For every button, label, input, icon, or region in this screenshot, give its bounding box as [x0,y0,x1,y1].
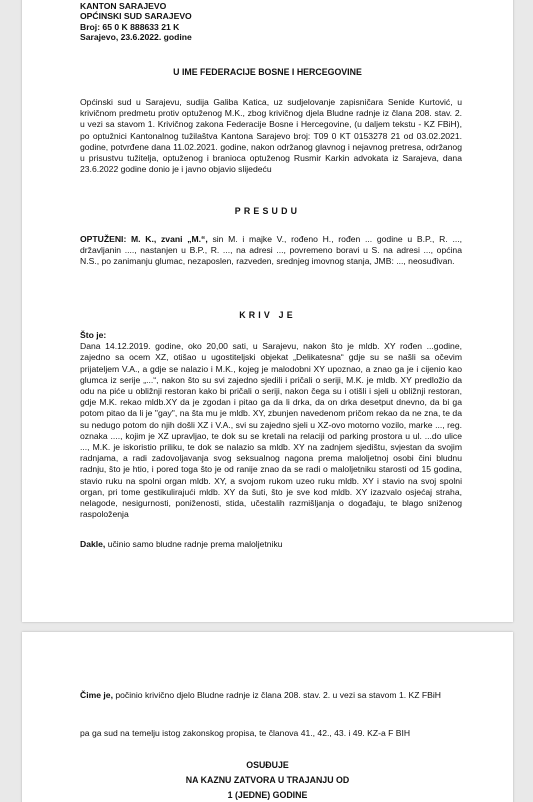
offence-label: Čime je, [80,690,113,700]
header-canton: KANTON SARAJEVO [80,1,167,11]
offence-text: počinio krivično djelo Bludne radnje iz člana 208. stav. 2. u vezi sa stavom 1. KZ FBiH [112,690,441,700]
accused-label: OPTUŽENI: M. K., zvani „M.“, [80,234,208,244]
document-page-1 [22,0,513,622]
summary-label: Dakle, [80,539,106,549]
accused-details: sin M. i majke V., rođeno H., rođen ... godine u B.P., R. ..., državljanin ...., nastanjen u B.P., R. ..., na adresi ..., povremeno boravi u S. na adresi ..., općina N.S., po zanimanju glumac, nezaposlen, razveden, srednjeg imovnog stanja, JMB: ..., neosuđivan. [80,234,462,267]
heading-guilty: KRIV JE [239,310,296,320]
summary-text: učinio samo bludne radnje prema maloljetniku [105,539,283,549]
heading-federation: U IME FEDERACIJE BOSNE I HERCEGOVINE [173,67,362,77]
document-page-2 [22,632,513,802]
facts-label: Što je: [80,330,107,340]
header-date: Sarajevo, 23.6.2022. godine [80,32,192,43]
sentence-penalty: NA KAZNU ZATVORA U TRAJANJU OD [185,775,350,785]
facts-paragraph [80,330,462,520]
intro-paragraph: Općinski sud u Sarajevu, sudija Galiba Katica, uz sudjelovanje zapisničara Senide Kurtović, u krivičnom predmetu protiv optuženog M.K., zbog krivičnog djela Bludne radnje iz člana 208. stav. 2. u vezi sa stavom 1. Krivičnog zakona Federacije Bosne i Hercegovine, (u daljem tekstu - KZ FBiH), po optužnici Kantonalnog tužilaštva Kantona Sarajevo broj: T09 0 KT 0153278 21 od 03.02.2021. godine, potvrđene dana 11.02.2021. godine, nakon održanog glavnog i nejavnog pretresa, održanog u prisustvu tužitelja, optuženog i branioca optuženog Rusmir Karkin advokata iz Sarajeva, dana 23.6.2022 godine donio je i javno objavio slijedeću [80,97,462,175]
sentence-duration: 1 (JEDNE) GODINE [227,790,308,800]
sentence-convicts: OSUĐUJE [246,760,289,770]
sentence-block [22,760,513,801]
heading-verdict: PRESUDU [234,206,301,216]
court-header [80,1,462,43]
offence-paragraph [80,690,462,701]
facts-text: Dana 14.12.2019. godine, oko 20,00 sati, u Sarajevu, nakon što je mldb. XY rođen ...godine, zajedno sa ocem XZ, otišao u ugostiteljski objekat „Delikatesna“ gdje su se našli sa očevim prijateljem V.A., a gdje se nalazio i M.K., kojeg je malodobni XY upoznao, a znao ga je i cijenio kao glumca iz serije „...“, nakon što su svi zajedno sjedili i pričali o seriji, M.K. je mldb. XY predložio da odu na piće u obližnji restoran kako bi pričali o seriji, nakon čega su i otišli i sjeli u obližnji restoran, gdje M.K. rekao mldb.XY da je zgodan i pitao ga da li drka, da on drka desetput dnevno, da bi ga potom pitao da li je "gay", na šta mu je mldb. XY, zbunjen navedenom pričom rekao da ne zna, te da su nedugo potom do njih došli XZ i V.A., svi su zajedno sjeli u XZ-ovo motorno vozilo, marke ..., reg. oznaka ...., kojim je XZ upravljao, te dok su se kretali na relaciji od parking prostora u ul. ...do ulice ..., M.K. je iskoristio priliku, te dok se nalazio sa mldb. XY na zadnjem sjedištu, svjestan da svojim radnjama, a radi zadovoljavanja svog seksualnog nagona prema maloljetnoj osobi čini bludnu radnju, što je htio, i pored toga što je od ranije znao da se radi o maloljetniku starosti od 15 godina, stavio ruku na spolni organ mldb. XY, a svojom rukom uzeo ruku mldb. XY i stavio na svoj spolni organ, pri tome gestikulirajući mldb. XY da šuti, što je sve kod mldb. XY izazvalo osjećaj straha, nelagode, nesigurnosti, poniženosti, stida, učestalih razmišljanja o događaju, te blago sniženog raspoloženja [80,341,462,520]
accused-paragraph [80,234,462,268]
summary-paragraph [80,539,462,550]
legal-basis-paragraph: pa ga sud na temelju istog zakonskog propisa, te članova 41., 42., 43. i 49. KZ-a F BIH [80,728,411,738]
header-case-number: Broj: 65 0 K 888633 21 K [80,21,180,32]
header-court: OPĆINSKI SUD SARAJEVO [80,11,192,22]
